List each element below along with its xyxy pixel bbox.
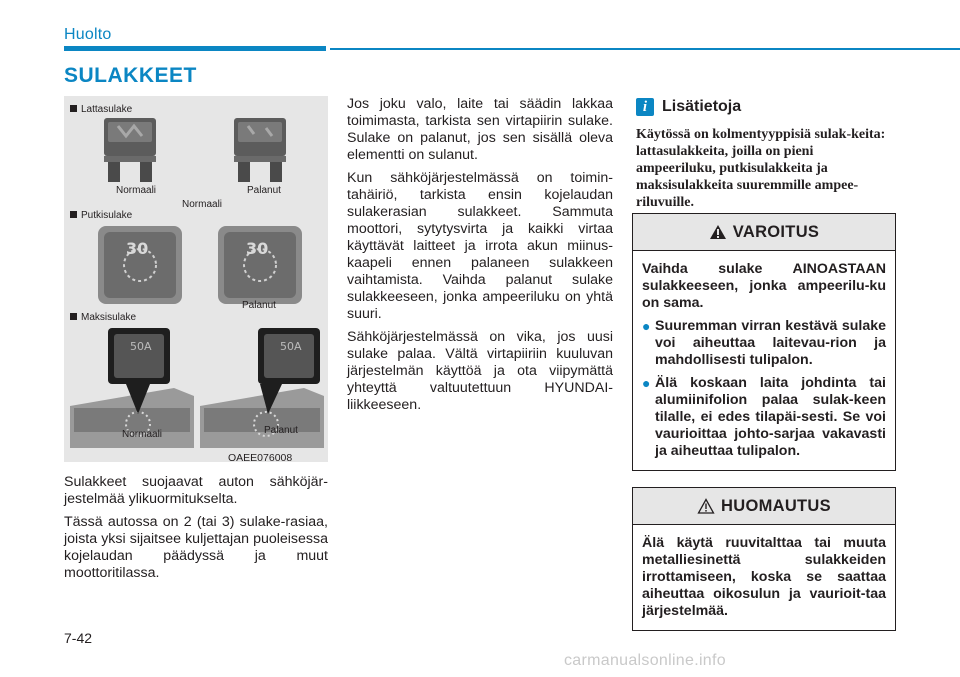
cartridge-fuse-label-text: Putkisulake xyxy=(81,210,133,221)
bullet-square-icon xyxy=(70,211,77,218)
blade-blown-label: Palanut xyxy=(247,185,281,196)
page-number: 7-42 xyxy=(64,630,93,646)
multi-fuse-normal-number: 50A xyxy=(130,340,152,353)
cartridge-fuse-label xyxy=(70,210,132,221)
section-header: Huolto xyxy=(64,26,112,43)
info-icon: i xyxy=(636,98,654,116)
paragraph: Sähköjärjestelmässä on vika, jos uusi sulake palaa. Vältä virtapiiriin kuuluvan järjestelmän käyttöä ja ota viipymättä yhteyttä valtuutettuun HYUNDAI-liikkeeseen. xyxy=(347,329,613,413)
middle-column-text xyxy=(347,96,613,420)
header-rule-thick xyxy=(64,46,326,51)
bullet-square-icon xyxy=(70,313,77,320)
warning-box xyxy=(632,213,896,471)
fuse-illustration xyxy=(64,96,328,462)
warning-body xyxy=(633,251,895,470)
multi-fuse-blown-image xyxy=(200,328,324,448)
warning-bullet xyxy=(642,375,886,460)
fuse-types-figure xyxy=(64,96,328,462)
blade-fuse-normal-image xyxy=(104,118,156,182)
paragraph: Kun sähköjärjestelmässä on toimin-tahäiriö, tarkista ensin kojelaudan sulakerasian sulakkeet. Sammuta moottori, sytytysvirta ja kaikki virtaa käyttävät laitteet ja irrota akun miinus-kaapeli ennen palaneen sulakkeen vaihtamista. Vaihda palanut sulake sulakkeeseen, jonka ampeeriluku on yhtä suuri. xyxy=(347,170,613,322)
warning-bullet-text: Älä koskaan laita johdinta tai alumiinifolion palaa sulak-keen tilalle, ei edes tilapäi-sesti. Se voi vaurioittaa johto-sarjaa vakavasti ja aiheuttaa tulipalon. xyxy=(655,375,886,459)
warning-header xyxy=(633,214,895,251)
caution-header xyxy=(633,488,895,525)
blade-fuse-blown-image xyxy=(234,118,286,182)
warning-title: VAROITUS xyxy=(732,222,820,241)
paragraph: Sulakkeet suojaavat auton sähköjär-jestelmää ylikuormitukselta. xyxy=(64,474,328,507)
multi-normal-label: Normaali xyxy=(122,429,163,440)
info-text: Käytössä on kolmentyyppisiä sulak-keita: lattasulakkeita, joilla on pieni ampeeriluku, putkisulakkeita ja maksisulakkeita suuremmille ampee-riluvuille. xyxy=(636,127,886,210)
multi-fuse-label xyxy=(70,312,136,323)
blade-fuse-label-text: Lattasulake xyxy=(81,104,133,115)
caution-box xyxy=(632,487,896,631)
multi-fuse-label-text: Maksisulake xyxy=(81,312,137,323)
bullet-dot-icon: ● xyxy=(642,375,651,391)
cartridge-fuse-normal-number: 30 xyxy=(126,239,149,258)
warning-intro: Vaihda sulake AINOASTAAN sulakkeeseen, jonka ampeerilu-ku on sama. xyxy=(642,261,886,311)
figure-code: OAEE076008 xyxy=(228,452,293,464)
page-title: SULAKKEET xyxy=(64,64,197,87)
multi-fuse-blown-number: 50A xyxy=(280,340,302,353)
paragraph: Tässä autossa on 2 (tai 3) sulake-rasiaa, joista yksi sijaitsee kuljettajan puoleisessa kojelaudan päädyssä ja muut moottoritilassa. xyxy=(64,514,328,581)
cartridge-fuse-blown-number: 30 xyxy=(246,239,269,258)
bullet-square-icon xyxy=(70,105,77,112)
left-column-text xyxy=(64,474,328,588)
warning-bullet xyxy=(642,318,886,369)
blade-fuse-label xyxy=(70,104,132,115)
normal-center-label: Normaali xyxy=(182,199,223,210)
blade-normal-label: Normaali xyxy=(116,185,157,196)
caution-body: Älä käytä ruuvitalttaa tai muuta metalliesinettä sulakkeiden irrottamiseen, koska se saattaa aiheuttaa oikosulun ja vaurioit-taa järjestelmää. xyxy=(642,535,886,619)
caution-title: HUOMAUTUS xyxy=(721,496,831,515)
warning-bullet-text: Suuremman virran kestävä sulake voi aiheuttaa laitevau-rion ja mahdollisesti tulipalon. xyxy=(655,318,886,368)
info-title: Lisätietoja xyxy=(662,98,742,115)
cartridge-fuse-normal-image xyxy=(98,226,182,304)
cartridge-fuse-blown-image xyxy=(218,226,302,304)
multi-blown-label: Palanut xyxy=(264,425,298,436)
info-header xyxy=(636,96,741,118)
paragraph: Jos joku valo, laite tai säädin lakkaa toimimasta, tarkista sen virtapiirin sulake. Sulake on palanut, jos sen sisällä oleva elementti on sulanut. xyxy=(347,96,613,163)
watermark: carmanualsonline.info xyxy=(564,652,726,669)
bullet-dot-icon: ● xyxy=(642,318,651,334)
caution-triangle-icon xyxy=(697,498,715,514)
cartridge-blown-label: Palanut xyxy=(242,300,276,311)
header-rule-thin xyxy=(330,48,960,50)
warning-triangle-icon xyxy=(709,224,727,240)
